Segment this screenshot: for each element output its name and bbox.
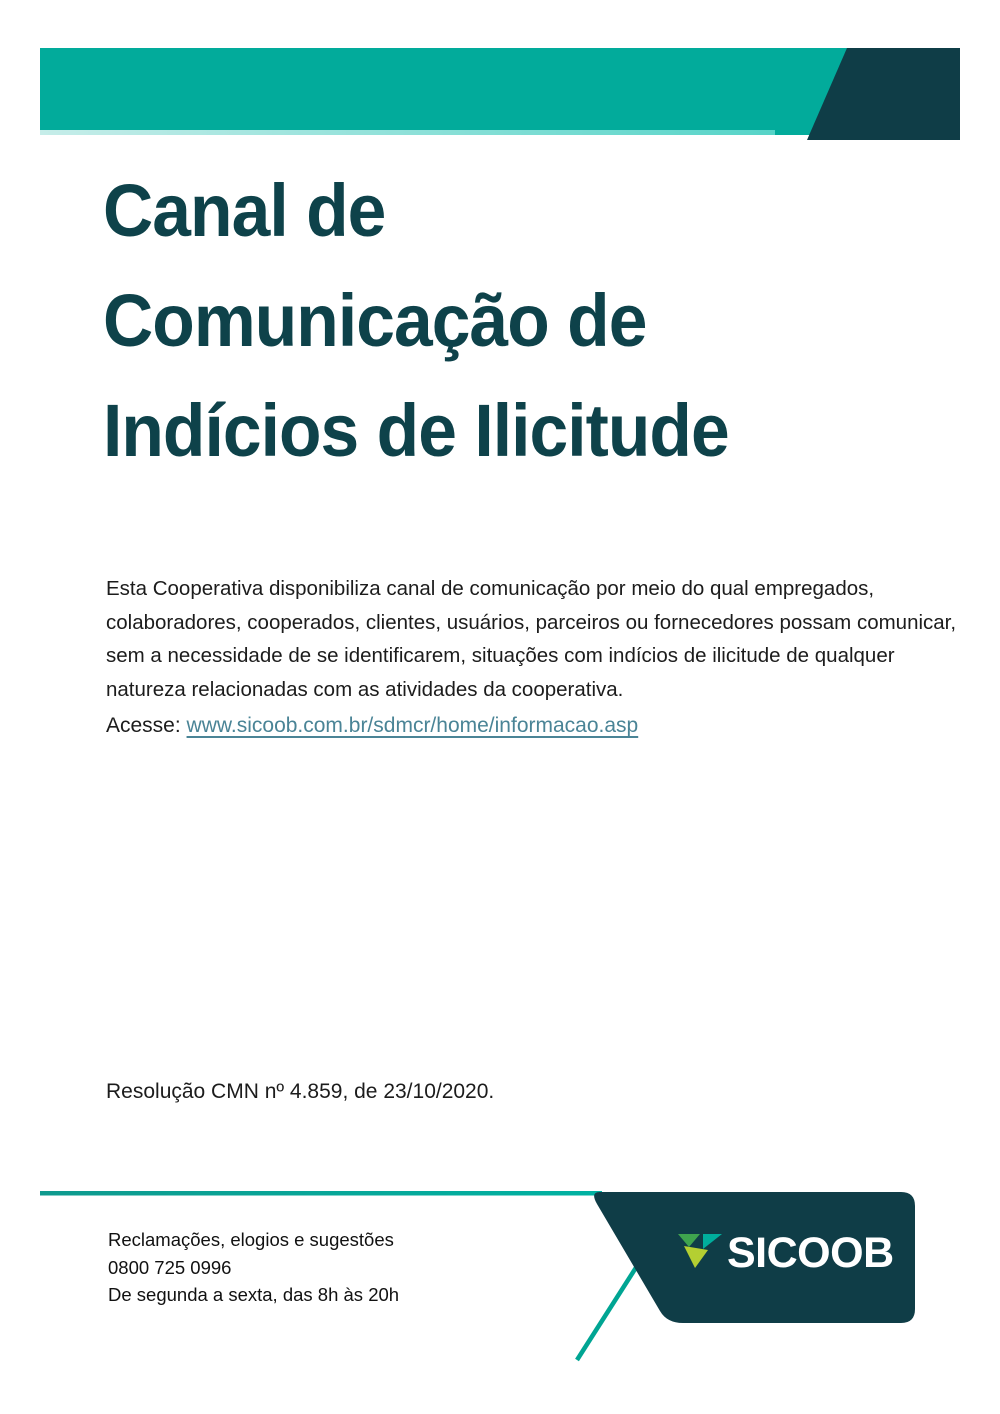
sicoob-logo-icon (676, 1230, 724, 1272)
intro-paragraph: Esta Cooperativa disponibiliza canal de comunicação por meio do qual empregados, colaboradores, cooperados, clientes, usuários, parceiros ou fornecedores possam comunicar, sem a necessidade de se identificarem, situações com indícios de ilicitude de qualquer natureza relacionadas com as atividades da cooperativa. (106, 577, 957, 701)
header-banner (40, 48, 960, 140)
channel-url-link[interactable]: www.sicoob.com.br/sdmcr/home/informacao.asp (186, 714, 639, 737)
logo-triangle-green-icon (678, 1234, 700, 1247)
sicoob-wordmark: SICOOB (727, 1229, 894, 1277)
page-title-line-3: Indícios de Ilicitude (103, 389, 729, 472)
access-label: Acesse: (106, 714, 181, 737)
contact-phone-number: 0800 725 0996 (108, 1256, 232, 1278)
logo-triangle-teal-icon (703, 1234, 722, 1249)
resolution-reference: Resolução CMN nº 4.859, de 23/10/2020. (106, 1080, 495, 1103)
page-title-line-1: Canal de (103, 169, 386, 252)
page-title (103, 156, 729, 486)
banner-aqua-underline (40, 130, 775, 135)
footer-contact (108, 1226, 399, 1309)
logo-triangle-lime-icon (684, 1246, 708, 1268)
access-line (106, 714, 638, 738)
page-title-line-2: Comunicação de (103, 279, 647, 362)
contact-hours: De segunda a sexta, das 8h às 20h (108, 1284, 400, 1305)
contact-line-feedback: Reclamações, elogios e sugestões (108, 1229, 394, 1250)
footer-rule (40, 1191, 602, 1196)
